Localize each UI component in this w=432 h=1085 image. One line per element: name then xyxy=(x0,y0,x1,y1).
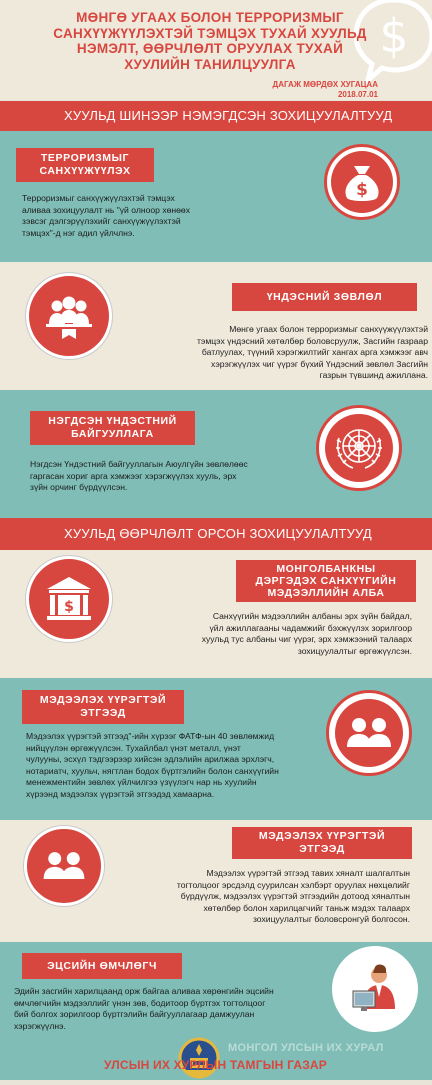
two-people-icon xyxy=(326,690,412,776)
svg-text:$: $ xyxy=(379,9,409,63)
footer-org-right: МОНГОЛ УЛСЫН ИХ ХУРАЛ xyxy=(228,1042,384,1054)
un-emblem-icon xyxy=(316,405,402,491)
item-text-beneficial-owner: Эдийн засгийн харилцаанд орж байгаа аливаа хөрөнгийн эцсийн өмчлөгчийн мэдээллийг үнэн зөв, бодитоор бүртгэх тогтолцоог бий болгох зорилгоор бүртгэлийн байгууллагаар дамжуулан хэрэгжүүлнэ. xyxy=(14,986,274,1031)
item-title-reporting-entity-2: МЭДЭЭЛЭХ ҮҮРЭГТЭЙ ЭТГЭЭД xyxy=(232,827,412,859)
item-text-national-council: Мөнгө угаах болон терроризмыг санхүүжүүлэхтэй тэмцэх үндэсний хөтөлбөр боловсруулж, Засгийн газраар батлуулах, түүний хэрэгжилтийг хангах арга хэмжээг авч хэрэгжүүлэх чиг үүрэг бүхий Үндэсний зөвлөл Засгийн газрын түвшинд ажиллана. xyxy=(197,324,428,380)
section-banner-new: ХУУЛЬД ШИНЭЭР НЭМЭГДСЭН ЗОХИЦУУЛАЛТУУД xyxy=(0,101,432,131)
svg-text:$: $ xyxy=(64,599,74,615)
item-text-reporting-entity-1: Мэдээлэх үүрэгтэй этгээд"-ийн хүрээг ФАТФ-ын 40 зөвлөмжид нийцүүлэн өргөжүүлсэн. Тухайлбал үнэт металл, үнэт чулууны, эсхүл тэдгээрээр хийсэн эдлэлийн арилжаа эрхлэгч, нотариатч, хуульч, нягтлан бодох бүртгэлийн болон санхүүгийн менежментийн зөвлөх үйлчилгээ үзүүлэгч нар нь хуулийн хүрээнд мэдээлэх үүрэгтэй этгээдэд хамаарна. xyxy=(26,731,279,799)
bank-icon xyxy=(26,556,112,642)
footer-org-left: УЛСЫН ИХ ХУРЛЫН ТАМГЫН ГАЗАР xyxy=(104,1058,327,1072)
item-title-reporting-entity-1: МЭДЭЭЛЭХ ҮҮРЭГТЭЙ ЭТГЭЭД xyxy=(22,690,184,724)
item-text-terrorism: Терроризмыг санхүүжүүлэхтэй тэмцэх аливаа зохицуулалт нь "үй олноор хөнөөх зэвсэг дэлгэрүүлэхийг санхүүжүүлэхтэй тэмцэх"-д нэг адил үйлчлнэ. xyxy=(22,193,190,238)
effective-date: 2018.07.01 xyxy=(337,90,378,99)
footer xyxy=(0,1032,432,1080)
item-title-terrorism: ТЕРРОРИЗМЫГ САНХҮҮЖҮҮЛЭХ xyxy=(16,148,154,182)
two-people-icon xyxy=(24,826,104,906)
item-text-un: Нэгдсэн Үндэстний байгууллагын Аюулгүйн зөвлөлөөс гаргасан хориг арга хэмжээг хэрэгжүүлэх хууль, эрх зүйн орчинг бүрдүүлсэн. xyxy=(30,459,248,492)
effective-date-label: ДАГАЖ МӨРДӨХ ХУГАЦАА xyxy=(272,80,378,89)
item-title-un: НЭГДСЭН ҮНДЭСТНИЙ БАЙГУУЛЛАГА xyxy=(30,411,195,445)
header xyxy=(0,0,432,100)
title-line-3: НЭМЭЛТ, ӨӨРЧЛӨЛТ ОРУУЛАХ ТУХАЙ xyxy=(76,41,344,56)
money-bag-icon xyxy=(324,144,400,220)
title-line-4: ХУУЛИЙН ТАНИЛЦУУЛГА xyxy=(124,56,296,72)
title-line-2: САНХҮҮЖҮҮЛЭХТЭЙ ТЭМЦЭХ ТУХАЙ ХУУЛЬД xyxy=(53,25,367,41)
item-text-fiu: Санхүүгийн мэдээллийн албаны эрх зүйн байдал, үйл ажиллагааны чадамжийг бэхжүүлэх зорилгоор хуульд тус албаны чиг үүрэг, эрх хэмжээний талаарх зохицуулалтыг өргөжүүлсэн. xyxy=(201,611,412,656)
item-text-reporting-entity-2: Мэдээлэх үүрэгтэй этгээд тавих хяналт шалгалтын тогтолцоог эрсдэлд суурилсан хэлбэрт оруулах нөхцөлийг бүрдүүлж, мэдээлэх үүрэгтэй этгээдийн дотоод хяналтын хөтөлбөр болон харилцагчийг таньж мэдэх талаарх зохицуулалтыг боловсронгуй болгосон. xyxy=(176,868,410,924)
item-title-beneficial-owner: ЭЦСИЙН ӨМЧЛӨГЧ xyxy=(22,953,182,979)
section-banner-changed: ХУУЛЬД ӨӨРЧЛӨЛТ ОРСОН ЗОХИЦУУЛАЛТУУД xyxy=(0,518,432,550)
svg-text:$: $ xyxy=(356,180,368,200)
item-title-national-council: ҮНДЭСНИЙ ЗӨВЛӨЛ xyxy=(232,283,417,311)
group-people-icon xyxy=(26,273,112,359)
businessman-icon xyxy=(332,946,418,1032)
title-line-1: МӨНГӨ УГААХ БОЛОН ТЕРРОРИЗМЫГ xyxy=(76,10,344,25)
item-title-fiu: МОНГОЛБАНКНЫ ДЭРГЭДЭХ САНХҮҮГИЙН МЭДЭЭЛЛИЙН АЛБА xyxy=(236,560,416,602)
